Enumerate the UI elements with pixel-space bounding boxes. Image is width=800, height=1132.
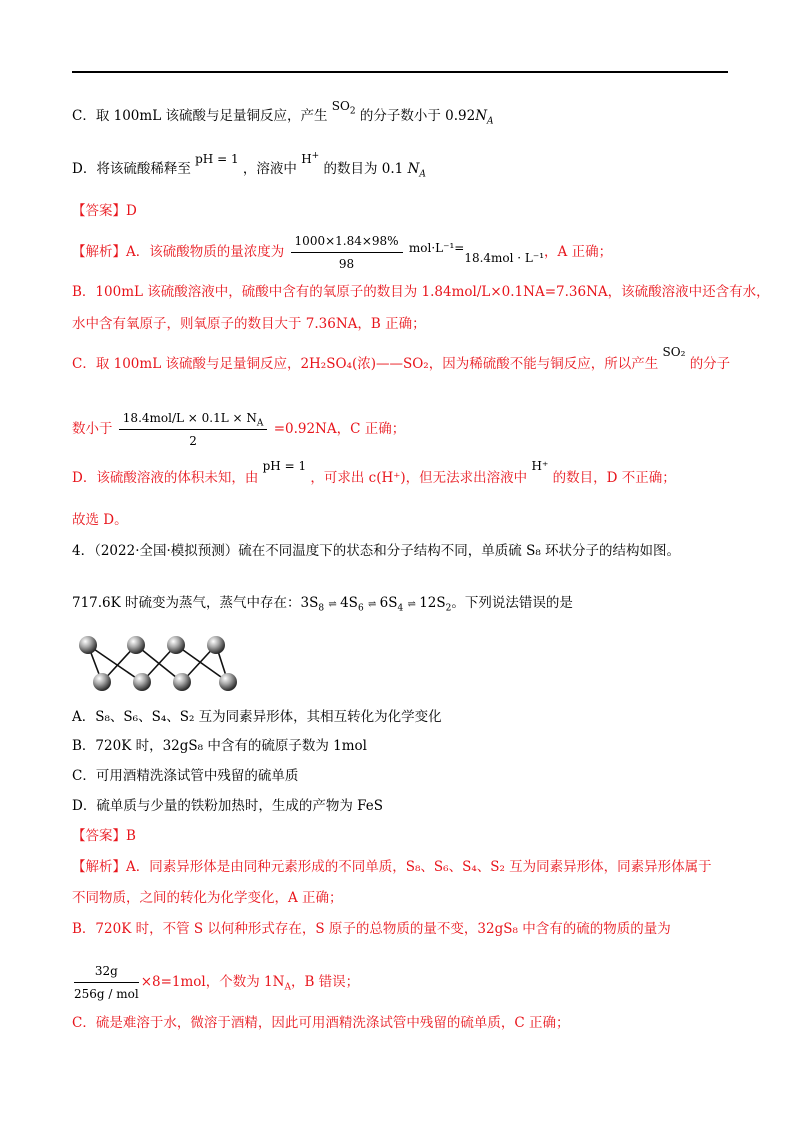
sulfur-atom xyxy=(207,636,225,654)
header-rule xyxy=(72,71,728,73)
molecule-count-fraction: $\frac{18.4mol/L \times 0.1L \times N_A}{2}$ xyxy=(119,409,268,450)
q3-analysis-b-line2: 水中含有氧原子，则氧原子的数目大于 7.36NA，B 正确； xyxy=(72,316,426,332)
q4-option-b: B．720K 时，32gS₈ 中含有的硫原子数为 1mol xyxy=(72,738,367,754)
h-ion-formula: H+ xyxy=(301,151,320,166)
q3-option-c: C．取 100mL 该硫酸与足量铜反应，产生 $SO_2$ 的分子数小于 $0.92N_A$ xyxy=(72,99,494,127)
q4-option-a: A．S₈、S₆、S₄、S₂ 互为同素异形体，其相互转化为化学变化 xyxy=(72,709,442,725)
q3-conclusion: 故选 D。 xyxy=(72,512,128,528)
q4-option-d: D．硫单质与少量的铁粉加热时，生成的产物为 FeS xyxy=(72,798,383,814)
q4-stem: 4．（2022·全国·模拟预测）硫在不同温度下的状态和分子结构不同，单质硫 S₈ 环状分子的结构如图。 xyxy=(72,543,681,559)
ph-formula: pH = 1 xyxy=(195,152,239,166)
sulfur-atom xyxy=(173,673,191,691)
sulfur-atom xyxy=(79,636,97,654)
q3-answer: 【答案】D xyxy=(72,203,137,219)
sulfur-atom xyxy=(127,636,145,654)
equilibrium-arrow-icon: ⇌ xyxy=(367,599,376,610)
sulfur-atom xyxy=(167,636,185,654)
sulfur-atom xyxy=(93,673,111,691)
s8-ring-structure-image xyxy=(72,628,252,698)
q4-analysis-a-line1: 【解析】A．同素异形体是由同种元素形成的不同单质，S₈、S₆、S₄、S₂ 互为同素异形体，同素异形体属于 xyxy=(72,859,712,875)
q3-analysis-d: D．该硫酸溶液的体积未知，由 pH = 1 ，可求出 c(H⁺)，但无法求出溶液中 H⁺ 的数目，D 不正确； xyxy=(72,459,676,486)
q3-analysis-b-line1: B．100mL 该硫酸溶液中，硫酸中含有的氧原子的数目为 1.84mol/L×0.1NA=7.36NA，该硫酸溶液中还含有水， xyxy=(72,284,770,300)
q3-analysis-c-line2: 数小于 $\frac{18.4mol/L \times 0.1L \times N_A}{2}$ =0.92NA，C 正确； xyxy=(72,411,406,448)
equilibrium-arrow-icon: ⇌ xyxy=(407,599,415,610)
q4-analysis-b-line1: B．720K 时，不管 S 以何种形式存在，S 原子的总物质的量不变，32gS₈ 中含有的硫的物质的量为 xyxy=(72,921,671,937)
q4-answer: 【答案】B xyxy=(72,828,136,844)
q4-analysis-b-line2: $\frac{32g}{\text{256g / mol}}$ ×8=1mol，个数为 $1N_A$，B 错误； xyxy=(74,964,360,1001)
q4-equilibrium: 717.6K 时硫变为蒸气，蒸气中存在：$3S_8$ ⇌ $4S_6$ ⇌ $6S_4$ ⇌ $12S_2$。下列说法错误的是 xyxy=(72,595,573,614)
concentration-fraction: $\frac{1000\times 1.84\times 98\%}{98}$ xyxy=(291,232,403,273)
q4-option-c: C．可用酒精洗涤试管中残留的硫单质 xyxy=(72,768,299,784)
sulfur-atom xyxy=(133,673,151,691)
q3-analysis-a: 【解析】A．该硫酸物质的量浓度为 $\frac{1000\times 1.84\times 98\%}{98}$ mol·L⁻¹=18.4mol · L⁻¹，A 正确； xyxy=(72,234,613,271)
so2-formula: $SO_2$ xyxy=(331,99,356,117)
q4-analysis-c: C．硫是难溶于水，微溶于酒精，因此可用酒精洗涤试管中残留的硫单质，C 正确； xyxy=(72,1015,570,1031)
equilibrium-arrow-icon: ⇌ xyxy=(328,599,336,610)
q3-option-d: D．将该硫酸稀释至 pH = 1 ，溶液中 H+ 的数目为 0.1 $N_A$ xyxy=(72,151,426,180)
q3-analysis-c-line1: C．取 100mL 该硫酸与足量铜反应，2H₂SO₄(浓)——SO₂，因为稀硫酸不能与铜反应，所以产生 SO₂ 的分子 xyxy=(72,345,731,372)
sulfur-atom xyxy=(219,673,237,691)
mole-fraction: $\frac{32g}{\text{256g / mol}}$ xyxy=(74,964,139,1001)
q4-analysis-a-line2: 不同物质，之间的转化为化学变化，A 正确； xyxy=(72,890,343,906)
